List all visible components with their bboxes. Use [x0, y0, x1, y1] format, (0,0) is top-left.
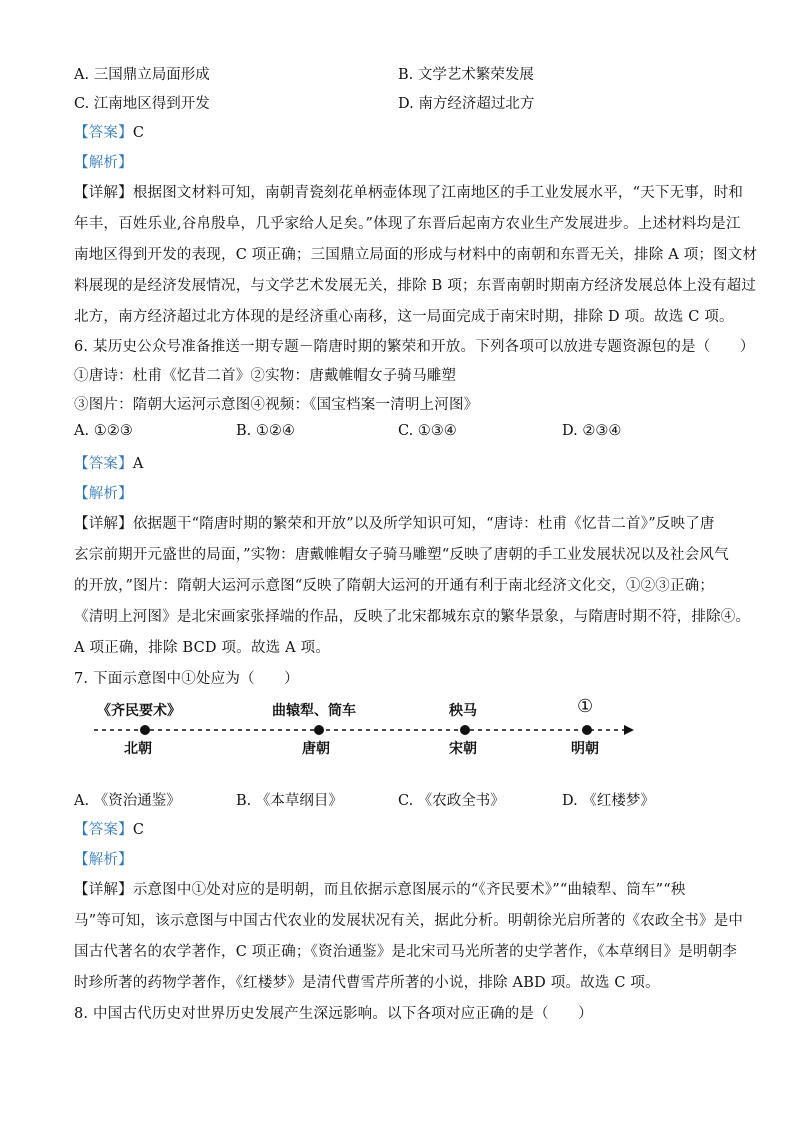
q6-detail-line: 的开放，”图片：隋朝大运河示意图“反映了隋朝大运河的开通有利于南北经济文化交，①②③正确；	[74, 578, 715, 594]
timeline-top-label: 秧马	[449, 703, 477, 719]
timeline-bottom-label: 明朝	[571, 741, 599, 757]
detail-tag: 【详解】	[74, 882, 133, 898]
detail-tag: 【详解】	[74, 185, 133, 201]
q6-detail-line	[74, 512, 715, 533]
timeline-bottom-label: 北朝	[124, 741, 152, 757]
answer-value: C	[132, 822, 145, 838]
answer-tag: 【答案】	[74, 456, 133, 472]
q7-detail-line: 时珍所著的药物学著作，《红楼梦》是清代曹雪芹所著的小说，排除 ABD 项。故选 C 项。	[74, 975, 660, 991]
timeline-top-label: 《齐民要术》	[97, 703, 181, 719]
timeline-bottom-label: 唐朝	[302, 741, 330, 757]
q5-option-c: C. 江南地区得到开发	[74, 96, 210, 112]
q5-detail-line: 年丰，百姓乐业,谷帛殷阜，几乎家给人足矣。”体现了东晋后起南方农业生产发展进步。上述材料均是江	[74, 216, 741, 232]
q7-option-b: B. 《本草纲目》	[236, 793, 343, 809]
q5-detail-line	[74, 181, 743, 202]
q5-answer	[74, 121, 144, 142]
q6-item-line: ③图片：隋朝大运河示意图④视频：《国宝档案一清明上河图》	[74, 397, 479, 413]
timeline-dot	[314, 725, 324, 735]
timeline-axis	[90, 720, 640, 740]
q6-option-c: C. ①③④	[398, 423, 457, 439]
detail-tag: 【详解】	[74, 516, 133, 532]
q5-option-d: D. 南方经济超过北方	[398, 96, 535, 112]
q7-option-d: D. 《红楼梦》	[562, 793, 655, 809]
q7-detail-line: 国古代著名的农学著作，C 项正确；《资治通鉴》是北宋司马光所著的史学著作，《本草纲目》是明朝李	[74, 944, 738, 960]
detail-text: 示意图中①处对应的是明朝，而且依据示意图展示的“《齐民要术》”“曲辕犁、筒车”“秧	[132, 882, 686, 898]
answer-value: C	[132, 125, 145, 141]
q6-option-a: A. ①②③	[74, 423, 133, 439]
q6-item-line: ①唐诗：杜甫《忆昔二首》②实物：唐戴帷帽女子骑马雕塑	[74, 368, 457, 384]
q5-detail-line: 料展现的是经济发展情况，与文学艺术发展无关，排除 B 项；东晋南朝时期南方经济发展总体上没有超过	[74, 278, 756, 294]
q7-option-c: C. 《农政全书》	[398, 793, 505, 809]
q7-option-a: A. 《资治通鉴》	[74, 793, 181, 809]
q6-analysis-tag: 【解析】	[74, 486, 133, 502]
timeline-arrow-head	[624, 725, 634, 735]
q5-analysis-tag: 【解析】	[74, 155, 133, 171]
q5-detail-line: 北方，南方经济超过北方体现的是经济重心南移，这一局面完成于南宋时期，排除 D 项。故选 C 项。	[74, 309, 734, 325]
answer-tag: 【答案】	[74, 822, 133, 838]
q6-detail-line: 玄宗前期开元盛世的局面，”实物：唐戴帷帽女子骑马雕塑“反映了唐朝的手工业发展状况以及社会风气	[74, 547, 729, 563]
q6-detail-line: 《清明上河图》是北宋画家张择端的作品，反映了北宋都城东京的繁华景象，与隋唐时期不符，排除④。	[74, 609, 751, 625]
detail-text: 根据图文材料可知，南朝青瓷刻花单柄壶体现了江南地区的手工业发展水平，“天下无事，时和	[132, 185, 744, 201]
q5-option-b: B. 文学艺术繁荣发展	[398, 67, 534, 83]
timeline-dot	[582, 725, 592, 735]
q5-option-a: A. 三国鼎立局面形成	[74, 67, 210, 83]
q6-stem: 6. 某历史公众号准备推送一期专题－隋唐时期的繁荣和开放。下列各项可以放进专题资源包的是（ ）	[74, 339, 755, 355]
q6-option-b: B. ①②④	[236, 423, 295, 439]
timeline-dot	[460, 725, 470, 735]
q7-answer	[74, 818, 144, 839]
q6-option-d: D. ②③④	[562, 423, 622, 439]
answer-tag: 【答案】	[74, 125, 133, 141]
timeline-top-label: 曲辕犁、筒车	[272, 703, 356, 719]
q5-detail-line: 南地区得到开发的表现，C 项正确；三国鼎立局面的形成与材料中的南朝和东晋无关，排除 A 项；图文材	[74, 247, 758, 263]
timeline-dot	[140, 725, 150, 735]
q7-detail-line	[74, 878, 686, 899]
answer-value: A	[132, 456, 144, 472]
q6-detail-line: A 项正确，排除 BCD 项。故选 A 项。	[74, 640, 331, 656]
q7-detail-line: 马”等可知，该示意图与中国古代农业的发展状况有关，据此分析。明朝徐光启所著的《农政全书》是中	[74, 913, 744, 929]
q6-answer	[74, 452, 143, 473]
timeline-top-label: ①	[577, 696, 594, 717]
q8-stem: 8. 中国古代历史对世界历史发展产生深远影响。以下各项对应正确的是（ ）	[74, 1006, 593, 1022]
q7-stem: 7. 下面示意图中①处应为（ ）	[74, 671, 299, 687]
detail-text: 依据题干“隋唐时期的繁荣和开放”以及所学知识可知，“唐诗：杜甫《忆昔二首》”反映了唐	[132, 516, 715, 532]
timeline-bottom-label: 宋朝	[449, 741, 477, 757]
q7-analysis-tag: 【解析】	[74, 852, 133, 868]
